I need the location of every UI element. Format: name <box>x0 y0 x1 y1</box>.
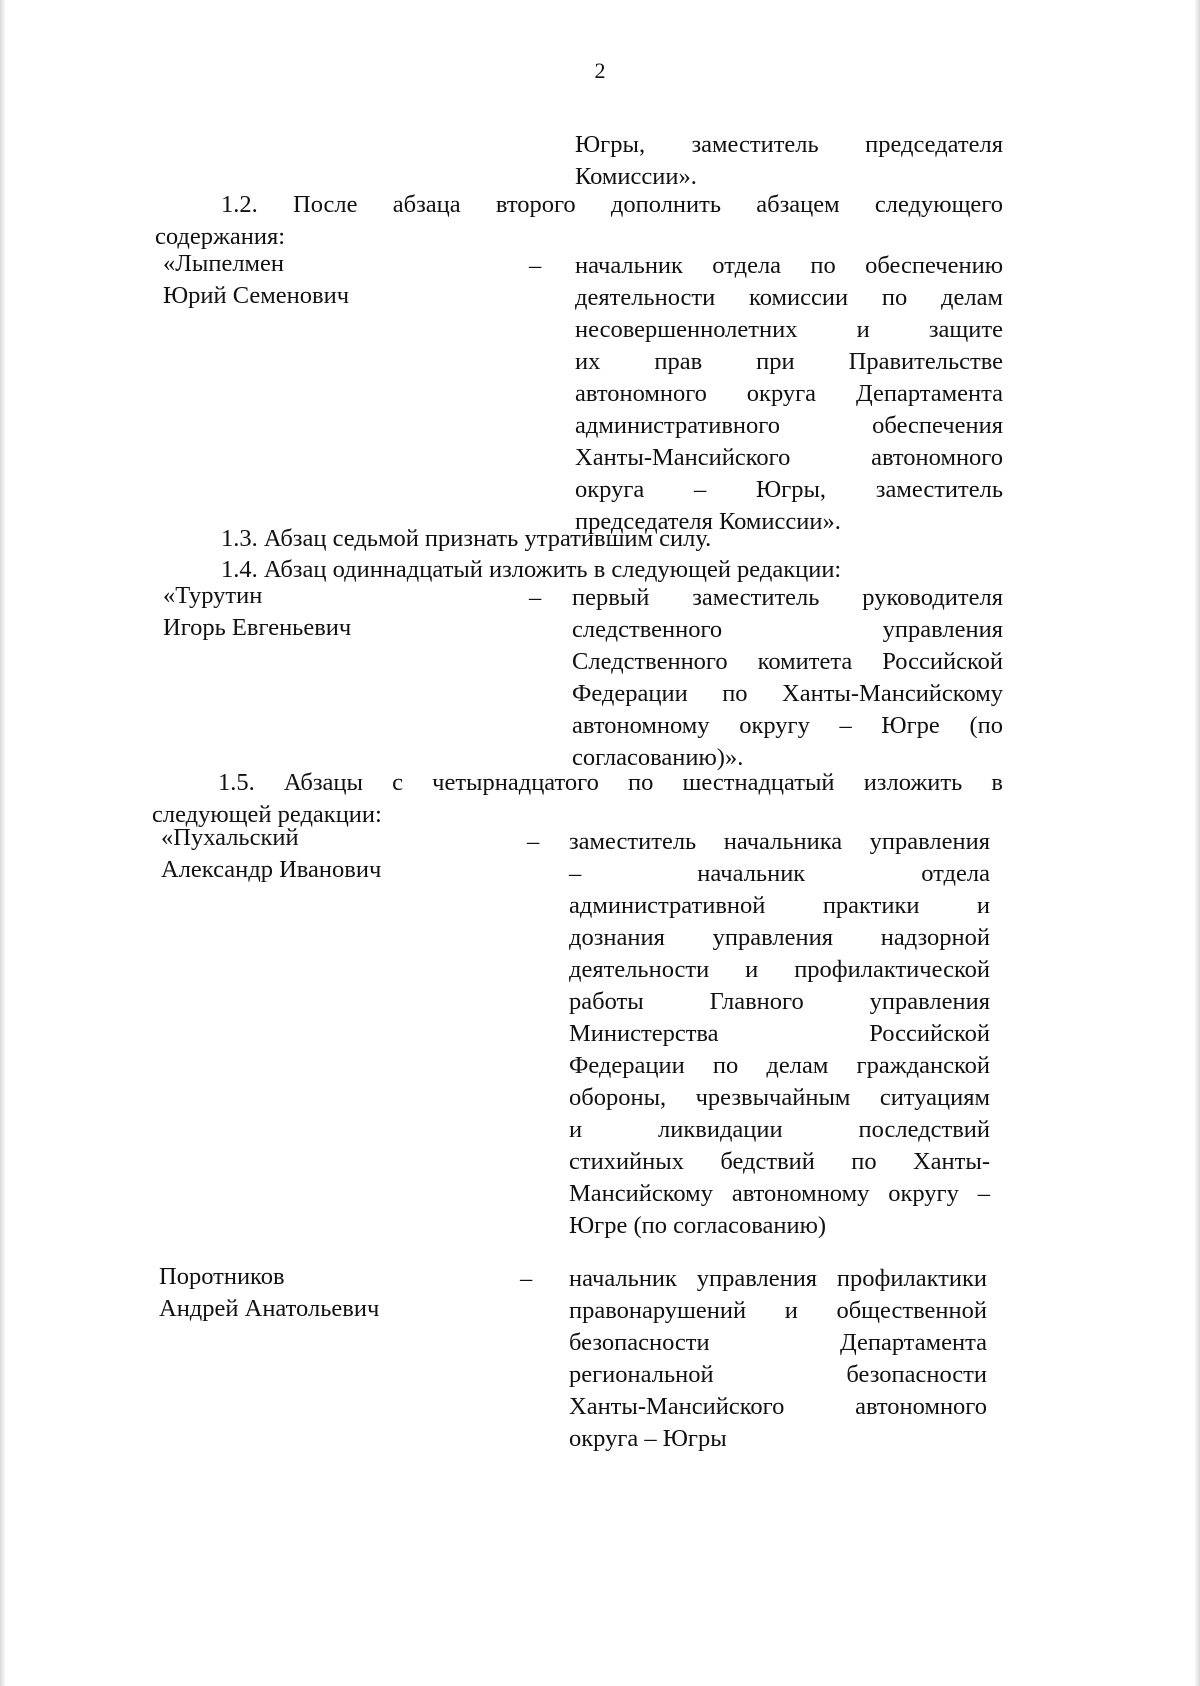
role-line: Ханты-Мансийского автономного <box>569 1393 987 1420</box>
surname: «Лыпелмен <box>163 250 285 277</box>
given-names: Александр Иванович <box>161 856 382 883</box>
member-role-lypelmen <box>575 250 1003 538</box>
role-line: Федерации по делам гражданской <box>569 1052 990 1079</box>
role-line: Ханты-Мансийского автономного <box>575 444 1003 471</box>
role-line: региональной безопасности <box>569 1361 987 1388</box>
scan-edge-left <box>0 0 6 1686</box>
intro-fragment <box>575 129 1003 193</box>
member-name-porotnikov <box>159 1261 379 1325</box>
role-line: согласованию)». <box>572 744 744 771</box>
role-line: безопасности Департамента <box>569 1329 987 1356</box>
role-line: и ликвидации последствий <box>569 1116 990 1143</box>
role-line: начальник отдела по обеспечению <box>575 252 1003 279</box>
role-line: Югре (по согласованию) <box>569 1212 827 1239</box>
member-name-turutin <box>163 580 351 644</box>
role-line: Следственного комитета Российской <box>572 648 1003 675</box>
role-line: – начальник отдела <box>569 860 990 887</box>
role-line: председателя Комиссии». <box>575 508 841 535</box>
paragraph-line: следующей редакции: <box>152 801 382 828</box>
paragraph-line: 1.5. Абзацы с четырнадцатого по шестнадцатый изложить в <box>218 769 1003 796</box>
role-line: автономному округу – Югре (по <box>572 712 1003 739</box>
role-line: обороны, чрезвычайным ситуациям <box>569 1084 990 1111</box>
role-line: Мансийскому автономному округу – <box>569 1180 990 1207</box>
dash-separator: – <box>529 252 542 279</box>
dash-separator: – <box>527 828 540 855</box>
role-line: правонарушений и общественной <box>569 1297 987 1324</box>
paragraph-line: 1.2. После абзаца второго дополнить абзацем следующего <box>221 191 1003 218</box>
role-line: деятельности комиссии по делам <box>575 284 1003 311</box>
role-line: деятельности и профилактической <box>569 956 990 983</box>
role-line: их прав при Правительстве <box>575 348 1003 375</box>
member-role-turutin <box>572 582 1003 774</box>
page-number: 2 <box>594 58 606 83</box>
role-line: заместитель начальника управления <box>569 828 990 855</box>
given-names: Игорь Евгеньевич <box>163 614 352 641</box>
given-names: Андрей Анатольевич <box>159 1295 380 1322</box>
given-names: Юрий Семенович <box>163 282 350 309</box>
role-line: административной практики и <box>569 892 990 919</box>
role-line: автономного округа Департамента <box>575 380 1003 407</box>
paragraph-1-2 <box>155 189 1003 253</box>
dash-separator: – <box>520 1265 533 1292</box>
member-role-porotnikov <box>569 1263 987 1455</box>
surname: Поротников <box>159 1263 285 1290</box>
role-line: работы Главного управления <box>569 988 990 1015</box>
scan-edge-right <box>1194 0 1200 1686</box>
role-line: несовершеннолетних и защите <box>575 316 1003 343</box>
role-line: первый заместитель руководителя <box>572 584 1003 611</box>
role-line: Федерации по Ханты-Мансийскому <box>572 680 1003 707</box>
role-line: округа – Югры <box>569 1425 727 1452</box>
surname: «Пухальский <box>161 824 299 851</box>
role-line: дознания управления надзорной <box>569 924 990 951</box>
role-line: стихийных бедствий по Ханты- <box>569 1148 990 1175</box>
paragraph-line: содержания: <box>155 223 286 250</box>
member-name-pukhalsky <box>161 822 381 886</box>
text-line: Комиссии». <box>575 163 697 190</box>
dash-separator: – <box>529 584 542 611</box>
paragraph-line: 1.3. Абзац седьмой признать утратившим силу. <box>221 525 712 552</box>
paragraph-1-3 <box>221 523 1003 555</box>
surname: «Турутин <box>163 582 263 609</box>
role-line: округа – Югры, заместитель <box>575 476 1003 503</box>
paragraph-line: 1.4. Абзац одиннадцатый изложить в следующей редакции: <box>221 556 842 583</box>
role-line: следственного управления <box>572 616 1003 643</box>
role-line: Министерства Российской <box>569 1020 990 1047</box>
member-name-lypelmen <box>163 248 349 312</box>
role-line: административного обеспечения <box>575 412 1003 439</box>
member-role-pukhalsky <box>569 826 990 1242</box>
text-line: Югры, заместитель председателя <box>575 131 1003 158</box>
role-line: начальник управления профилактики <box>569 1265 987 1292</box>
